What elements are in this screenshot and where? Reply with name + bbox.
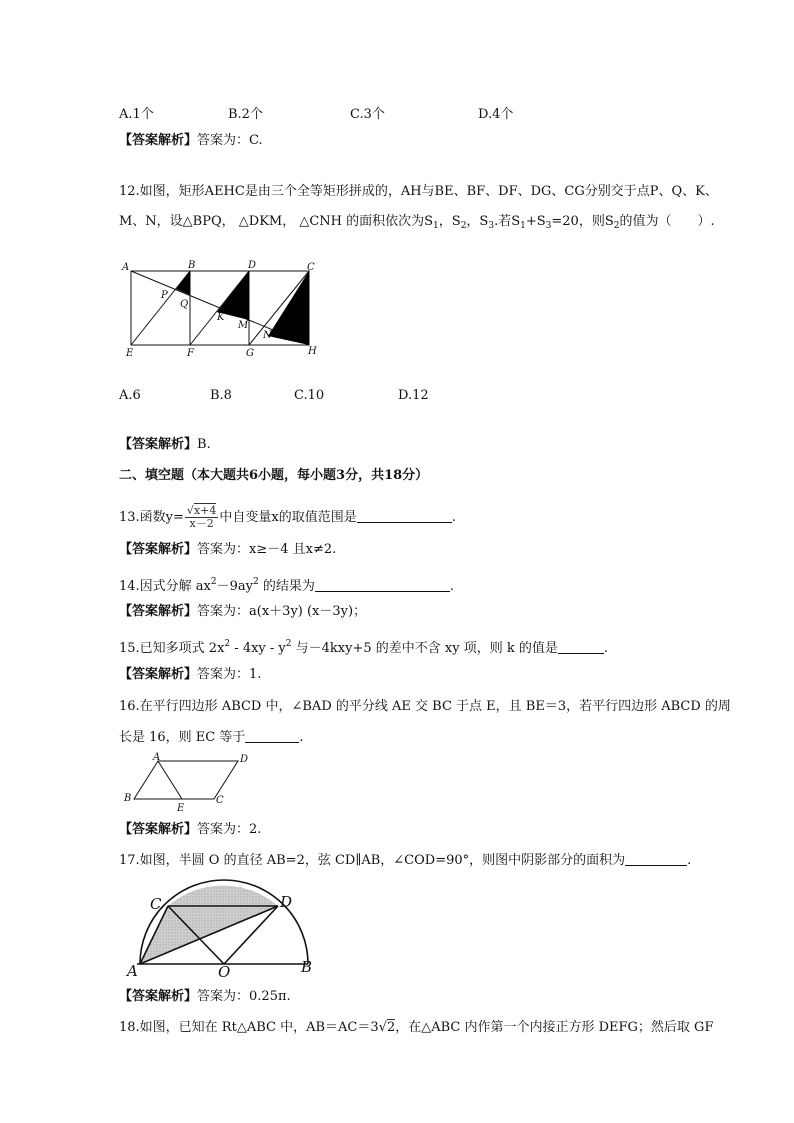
label-b: B	[124, 793, 132, 804]
q18-text: 18.如图，已知在 Rt△ABC 中，AB＝AC＝3√2，在△ABC 内作第一个内接正方形 DEFG；然后取 GF	[119, 1020, 714, 1035]
section2-heading: 二、填空题（本大题共6小题，每小题3分，共18分）	[119, 468, 429, 483]
q14-answer: 【答案解析】答案为：a(x＋3y) (x－3y)；	[119, 604, 367, 619]
q13-text: 13.函数y= $\frac{√x+4}{x-2}$ 中自变量x的取值范围是 .	[119, 504, 456, 530]
label-p: P	[161, 290, 168, 301]
label-a: A	[122, 262, 130, 273]
label-c: C	[307, 262, 315, 273]
q11-answer: 【答案解析】答案为：C.	[119, 133, 263, 148]
q15-answer: 【答案解析】答案为：1.	[119, 667, 262, 682]
q11-option-d: D.4个	[478, 107, 514, 122]
label-c: C	[150, 895, 162, 913]
q13-fraction: $\frac{√x+4}{x-2}$	[186, 504, 217, 530]
label-d: D	[280, 893, 293, 911]
q13-answer: 【答案解析】答案为：x≥－4 且x≠2.	[119, 542, 337, 557]
label-e: E	[177, 803, 185, 813]
label-d: D	[248, 260, 257, 271]
q12-text-line1: 12.如图，矩形AEHC是由三个全等矩形拼成的，AH与BE、BF、DF、DG、CG分别交于点P、Q、K、	[119, 184, 718, 199]
q12-option-d: D.12	[398, 388, 429, 403]
label-o: O	[218, 963, 231, 978]
label-h: H	[308, 346, 317, 357]
label-n: N	[263, 330, 272, 341]
q16-text-line1: 16.在平行四边形 ABCD 中，∠BAD 的平分线 AE 交 BC 于点 E，且 BE＝3，若平行四边形 ABCD 的周	[119, 699, 731, 714]
label-c: C	[216, 795, 224, 806]
triangle-bpq	[176, 271, 190, 295]
q17-text: 17.如图，半圆 O 的直径 AB=2，弦 CD∥AB，∠COD=90°，则图中阴影部分的面积为 .	[119, 853, 692, 868]
label-b: B	[301, 958, 313, 976]
q14-text: 14.因式分解 $ax^2-9ay^2$ 的结果为 .	[119, 577, 455, 594]
label-m: M	[238, 320, 249, 331]
q11-option-c: C.3个	[350, 107, 385, 122]
q12-text-line2: M、N，设△BPQ， △DKM， △CNH 的面积依次为$S_1$，$S_2$，$S_3$.若$S_1+S_3=20$，则$S_2$的值为（ ）.	[119, 214, 715, 231]
q16-parallelogram-figure	[120, 751, 255, 813]
q11-option-b: B.2个	[228, 107, 263, 122]
label-e: E	[126, 348, 134, 359]
q16-text-line2: 长是 16，则 EC 等于 .	[119, 730, 304, 745]
label-f: F	[187, 348, 194, 359]
q12-option-c: C.10	[294, 388, 325, 403]
q12-option-b: B.8	[210, 388, 232, 403]
label-g: G	[246, 348, 254, 359]
q15-text: 15.已知多项式 $2x^2 - 4xy - y^2$ 与－4kxy+5 的差中不含 xy 项，则 k 的值是 .	[119, 639, 608, 656]
q11-option-a: A.1个	[119, 107, 154, 122]
triangle-cnh	[268, 271, 309, 345]
q12-option-a: A.6	[119, 388, 141, 403]
label-d: D	[240, 754, 249, 765]
q17-answer: 【答案解析】答案为：0.25π.	[119, 989, 291, 1004]
q12-rectangle-figure	[118, 258, 328, 360]
label-b: B	[188, 260, 196, 271]
label-k: K	[217, 312, 225, 323]
label-q: Q	[180, 299, 189, 310]
q16-answer: 【答案解析】答案为：2.	[119, 822, 262, 837]
q12-answer: 【答案解析】B.	[119, 437, 211, 452]
label-a: A	[153, 752, 161, 763]
label-a: A	[127, 962, 138, 978]
q17-semicircle-figure	[117, 878, 317, 978]
